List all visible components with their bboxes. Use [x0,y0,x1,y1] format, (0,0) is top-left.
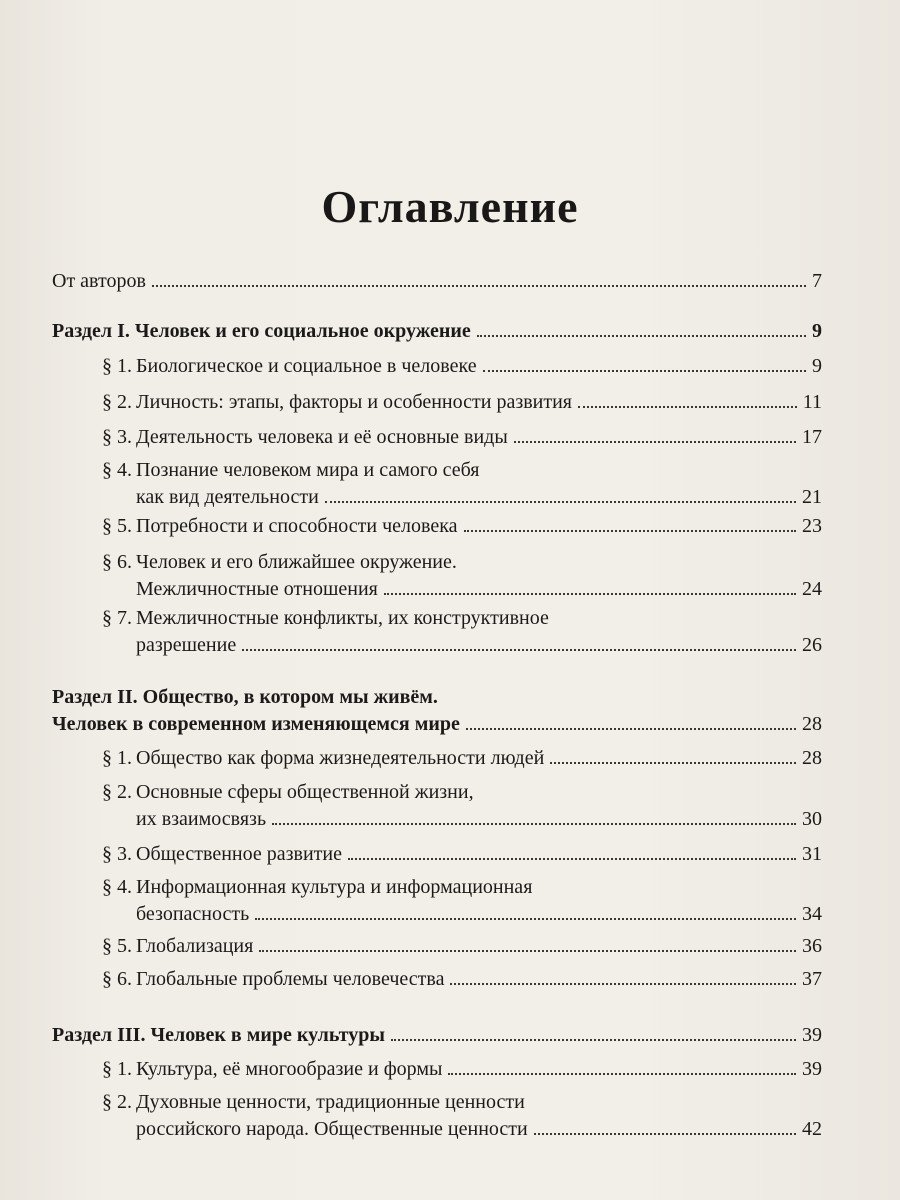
toc-section-1 [52,318,822,345]
paragraph-number: § 6. [102,968,132,990]
toc-item-2-5 [52,933,822,960]
toc-item-1-6 [52,549,822,603]
paragraph-number: § 6. [102,551,132,573]
toc-page: 30 [802,808,822,830]
toc-page: 28 [802,713,822,735]
toc-label: их взаимосвязь [136,808,267,830]
toc-item-3-1 [52,1056,822,1083]
leader-dots [464,530,796,532]
leader-dots [242,649,796,651]
toc-page: 9 [812,355,822,377]
leader-dots [466,728,796,730]
paragraph-number: § 3. [102,843,132,865]
paragraph-number: § 7. [102,607,132,629]
toc-item-1-4 [52,457,822,511]
paragraph-number: § 1. [102,355,132,377]
paragraph-number: § 2. [102,391,132,413]
toc-item-1-3 [52,424,822,451]
paragraph-number: § 4. [102,876,132,898]
toc-page: 39 [802,1024,822,1046]
toc-label: Культура, её многообразие и формы [136,1058,443,1080]
toc-item-3-2 [52,1089,822,1143]
toc-section-3 [52,1022,822,1049]
toc-label: Общество как форма жизнедеятельности людей [136,747,545,769]
paragraph-number: § 2. [102,1091,132,1113]
paragraph-number: § 5. [102,515,132,537]
toc-page: 24 [802,578,822,600]
leader-dots [534,1133,796,1135]
toc-page: 37 [802,968,822,990]
leader-dots [259,950,796,952]
leader-dots [152,285,806,287]
toc-label: Глобальные проблемы человечества [136,968,445,990]
leader-dots [384,593,796,595]
toc-item-2-6 [52,966,822,993]
toc-item-1-2 [52,389,822,416]
leader-dots [514,441,796,443]
toc-label-line1: Межличностные конфликты, их конструктивное [136,607,549,629]
toc-page: 26 [802,634,822,656]
leader-dots [448,1073,796,1075]
toc-item-1-7 [52,605,822,659]
toc-page: 31 [802,843,822,865]
leader-dots [272,823,796,825]
toc-label: Общественное развитие [136,843,342,865]
toc-label: безопасность [136,903,250,925]
toc-item-2-2 [52,779,822,833]
toc-page: 21 [802,486,822,508]
toc-label: Раздел III. Человек в мире культуры [52,1024,385,1046]
leader-dots [391,1039,796,1041]
toc-entry-authors [52,268,822,295]
toc-label-line1: Раздел II. Общество, в котором мы живём. [52,686,438,708]
toc-page: 9 [812,320,822,342]
page-title: Оглавление [321,181,579,232]
toc-item-2-4 [52,874,822,928]
toc-label-line1: Основные сферы общественной жизни, [136,781,474,803]
toc-label: Межличностные отношения [136,578,378,600]
toc-label: Человек в современном изменяющемся мире [52,713,460,735]
toc-item-1-5 [52,513,822,540]
toc-item-2-1 [52,745,822,772]
paragraph-number: § 2. [102,781,132,803]
leader-dots [325,501,796,503]
toc-label-line1: Духовные ценности, традиционные ценности [136,1091,525,1113]
leader-dots [550,762,796,764]
toc-item-1-1 [52,353,822,380]
paragraph-number: § 3. [102,426,132,448]
toc-page: 23 [802,515,822,537]
leader-dots [483,370,806,372]
toc-label-line1: Информационная культура и информационная [136,876,533,898]
leader-dots [255,918,796,920]
leader-dots [477,335,806,337]
toc-page: 39 [802,1058,822,1080]
toc-label: Глобализация [136,935,254,957]
toc-page: 34 [802,903,822,925]
toc-label: Биологическое и социальное в человеке [136,355,477,377]
toc-page: 7 [812,270,822,292]
paragraph-number: § 1. [102,1058,132,1080]
leader-dots [348,858,796,860]
toc-label-line1: Познание человеком мира и самого себя [136,459,480,481]
toc-page: 11 [802,391,822,413]
toc-page: 17 [802,426,822,448]
toc-page: 42 [802,1118,822,1140]
toc-label-line1: Человек и его ближайшее окружение. [136,551,457,573]
toc-label: разрешение [136,634,237,656]
toc-page: 28 [802,747,822,769]
toc-label: как вид деятельности [136,486,319,508]
paragraph-number: § 4. [102,459,132,481]
leader-dots [450,983,796,985]
toc-label: российского народа. Общественные ценности [136,1118,528,1140]
toc-label: Потребности и способности человека [136,515,458,537]
toc-label: Личность: этапы, факторы и особенности развития [136,391,573,413]
leader-dots [578,406,797,408]
toc-label: Раздел I. Человек и его социальное окружение [52,320,471,342]
toc-label: От авторов [52,270,146,292]
paragraph-number: § 1. [102,747,132,769]
paragraph-number: § 5. [102,935,132,957]
toc-label: Деятельность человека и её основные виды [136,426,508,448]
toc-section-2 [52,684,822,738]
toc-page: 36 [802,935,822,957]
toc-item-2-3 [52,841,822,868]
